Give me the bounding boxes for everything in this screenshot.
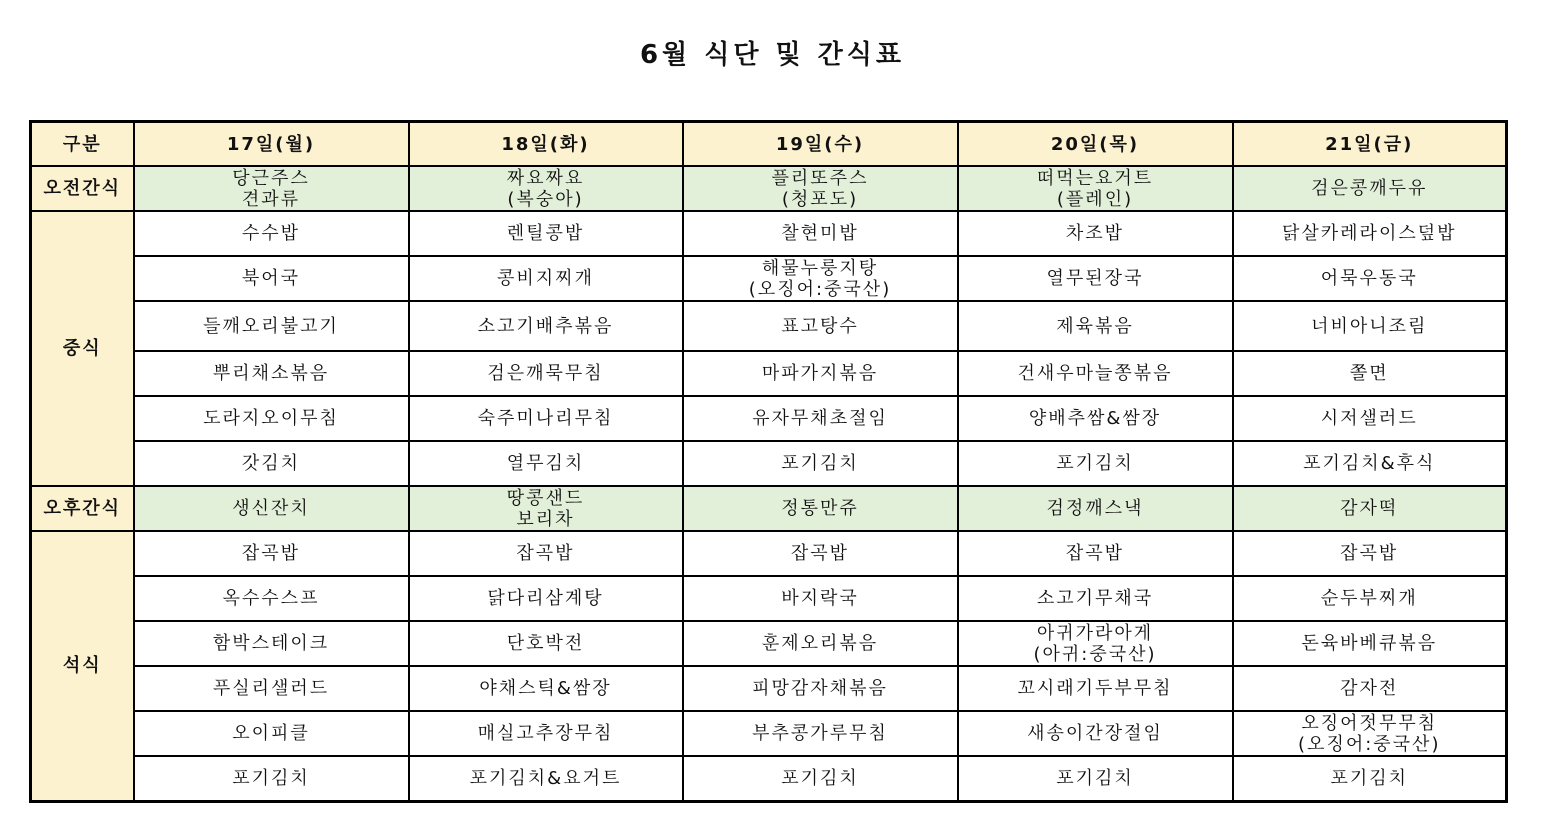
menu-item: 열무김치 bbox=[506, 453, 585, 474]
menu-cell bbox=[134, 531, 409, 576]
menu-cell bbox=[1233, 711, 1507, 756]
table-header bbox=[31, 122, 1507, 167]
menu-cell bbox=[1233, 166, 1507, 211]
menu-cell bbox=[409, 301, 683, 351]
menu-item: 갓김치 bbox=[241, 453, 301, 474]
menu-cell bbox=[409, 486, 683, 531]
table-row bbox=[31, 666, 1507, 711]
menu-item: 포기김치 bbox=[1056, 767, 1134, 789]
menu-item: 돈육바베큐볶음 bbox=[1301, 633, 1438, 654]
menu-item-note: (오징어:중국산) bbox=[748, 278, 892, 300]
menu-item: 피망감자채볶음 bbox=[752, 678, 888, 699]
table-row bbox=[31, 711, 1507, 756]
menu-item: 짜요짜요 bbox=[506, 167, 585, 189]
menu-cell bbox=[134, 576, 409, 621]
menu-cell bbox=[134, 756, 409, 801]
menu-cell bbox=[683, 621, 958, 666]
menu-cell bbox=[683, 531, 958, 576]
menu-item: 뿌리채소볶음 bbox=[212, 363, 330, 384]
menu-item-note: (아귀:중국산) bbox=[1033, 643, 1157, 665]
menu-cell bbox=[1233, 301, 1507, 351]
table-row bbox=[31, 351, 1507, 396]
menu-item: 야채스틱&쌈장 bbox=[479, 678, 612, 699]
menu-item: 플리또주스 bbox=[771, 167, 869, 189]
menu-item: 포기김치 bbox=[1330, 767, 1409, 789]
menu-item: 시저샐러드 bbox=[1320, 408, 1418, 429]
menu-item: 잡곡밥 bbox=[241, 543, 301, 564]
menu-cell bbox=[409, 351, 683, 396]
category-label: 오후간식 bbox=[31, 486, 134, 531]
menu-cell bbox=[409, 166, 683, 211]
menu-item: 감자전 bbox=[1340, 678, 1399, 699]
menu-item: 포기김치&후식 bbox=[1303, 453, 1436, 474]
menu-item: 들깨오리불고기 bbox=[203, 315, 339, 337]
menu-item: 제육볶음 bbox=[1056, 315, 1134, 337]
menu-cell bbox=[134, 256, 409, 301]
menu-cell bbox=[409, 256, 683, 301]
menu-cell bbox=[683, 256, 958, 301]
table-row bbox=[31, 441, 1507, 486]
menu-cell bbox=[1233, 756, 1507, 801]
menu-cell bbox=[409, 621, 683, 666]
menu-item: 아귀가라아게 bbox=[1036, 622, 1154, 644]
menu-cell bbox=[1233, 211, 1507, 256]
menu-cell bbox=[409, 576, 683, 621]
menu-item: 옥수수스프 bbox=[222, 588, 320, 609]
menu-item: 매실고추장무침 bbox=[477, 723, 614, 744]
menu-item: 콩비지찌개 bbox=[497, 268, 594, 289]
menu-cell bbox=[683, 441, 958, 486]
menu-item: 너비아니조림 bbox=[1311, 315, 1428, 337]
menu-item: 표고탕수 bbox=[781, 315, 859, 337]
menu-item-note: (청포도) bbox=[781, 188, 859, 210]
menu-item: 유자무채초절임 bbox=[752, 408, 888, 429]
menu-item: 오징어젓무무침 bbox=[1301, 712, 1438, 734]
header-day: 17일(월) bbox=[134, 122, 409, 167]
snack-row bbox=[31, 486, 1507, 531]
menu-item: 정통만쥬 bbox=[781, 498, 859, 519]
menu-cell bbox=[134, 666, 409, 711]
menu-item-note: (플레인) bbox=[1056, 188, 1134, 210]
menu-cell bbox=[958, 396, 1233, 441]
menu-cell bbox=[409, 666, 683, 711]
menu-cell bbox=[1233, 621, 1507, 666]
table-row bbox=[31, 396, 1507, 441]
menu-cell bbox=[683, 166, 958, 211]
menu-cell bbox=[1233, 666, 1507, 711]
menu-cell bbox=[134, 166, 409, 211]
table-row bbox=[31, 576, 1507, 621]
menu-cell bbox=[683, 666, 958, 711]
table-body bbox=[31, 166, 1507, 801]
menu-item: 열무된장국 bbox=[1046, 268, 1144, 289]
menu-item: 푸실리샐러드 bbox=[212, 678, 330, 699]
menu-item: 함박스테이크 bbox=[212, 633, 330, 654]
menu-cell bbox=[409, 711, 683, 756]
menu-cell bbox=[683, 711, 958, 756]
menu-cell bbox=[958, 666, 1233, 711]
menu-cell bbox=[134, 621, 409, 666]
menu-cell bbox=[134, 211, 409, 256]
menu-cell bbox=[958, 486, 1233, 531]
menu-cell bbox=[1233, 531, 1507, 576]
menu-cell bbox=[409, 211, 683, 256]
menu-item: 포기김치&요거트 bbox=[469, 767, 622, 789]
menu-item: 소고기배추볶음 bbox=[477, 315, 614, 337]
menu-item: 마파가지볶음 bbox=[761, 363, 879, 384]
menu-item: 수수밥 bbox=[241, 223, 301, 244]
header-row bbox=[31, 122, 1507, 167]
category-label: 중식 bbox=[31, 211, 134, 486]
menu-item: 포기김치 bbox=[232, 767, 310, 789]
menu-cell bbox=[683, 396, 958, 441]
menu-item: 당근주스 bbox=[232, 167, 310, 189]
menu-cell bbox=[1233, 256, 1507, 301]
menu-cell bbox=[683, 301, 958, 351]
table-row bbox=[31, 256, 1507, 301]
menu-item: 검은깨묵무침 bbox=[487, 363, 604, 384]
menu-cell bbox=[409, 756, 683, 801]
menu-cell bbox=[683, 351, 958, 396]
page-title: 6월 식단 및 간식표 bbox=[639, 40, 906, 70]
menu-item: 어묵우동국 bbox=[1320, 268, 1418, 289]
menu-cell bbox=[958, 441, 1233, 486]
menu-item: 부추콩가루무침 bbox=[752, 723, 888, 744]
menu-cell bbox=[134, 711, 409, 756]
menu-item: 닭살카레라이스덮밥 bbox=[1282, 223, 1457, 244]
menu-item-note: 보리차 bbox=[516, 508, 575, 530]
menu-table bbox=[29, 120, 1508, 803]
menu-cell bbox=[958, 301, 1233, 351]
menu-item: 잡곡밥 bbox=[1340, 543, 1399, 564]
menu-cell bbox=[1233, 396, 1507, 441]
table-row bbox=[31, 756, 1507, 801]
menu-item: 단호박전 bbox=[506, 633, 585, 654]
menu-item: 양배추쌈&쌈장 bbox=[1028, 408, 1162, 429]
header-day: 21일(금) bbox=[1233, 122, 1507, 167]
menu-cell bbox=[683, 211, 958, 256]
menu-cell bbox=[958, 531, 1233, 576]
table-row bbox=[31, 301, 1507, 351]
menu-cell bbox=[134, 351, 409, 396]
menu-cell bbox=[958, 711, 1233, 756]
menu-cell bbox=[958, 576, 1233, 621]
menu-item: 포기김치 bbox=[1056, 453, 1134, 474]
menu-item: 포기김치 bbox=[781, 453, 859, 474]
category-label: 오전간식 bbox=[31, 166, 134, 211]
menu-cell bbox=[958, 166, 1233, 211]
menu-item-note: 견과류 bbox=[241, 188, 301, 210]
menu-cell bbox=[134, 396, 409, 441]
menu-item: 해물누룽지탕 bbox=[761, 257, 879, 279]
menu-item: 새송이간장절임 bbox=[1027, 723, 1163, 744]
header-day: 20일(목) bbox=[958, 122, 1233, 167]
menu-cell bbox=[1233, 441, 1507, 486]
menu-item: 잡곡밥 bbox=[516, 543, 575, 564]
menu-cell bbox=[134, 441, 409, 486]
menu-item: 차조밥 bbox=[1065, 223, 1125, 244]
table-row bbox=[31, 531, 1507, 576]
header-day: 19일(수) bbox=[683, 122, 958, 167]
menu-cell bbox=[1233, 576, 1507, 621]
table-row bbox=[31, 211, 1507, 256]
menu-item: 잡곡밥 bbox=[790, 543, 850, 564]
menu-cell bbox=[958, 621, 1233, 666]
menu-item: 북어국 bbox=[241, 268, 301, 289]
menu-item: 소고기무채국 bbox=[1036, 588, 1154, 609]
header-day: 18일(화) bbox=[409, 122, 683, 167]
menu-item: 바지락국 bbox=[781, 588, 859, 609]
menu-item-note: (오징어:중국산) bbox=[1298, 733, 1441, 755]
menu-cell bbox=[1233, 486, 1507, 531]
menu-item: 검은콩깨두유 bbox=[1311, 178, 1428, 199]
menu-item: 생신잔치 bbox=[232, 498, 310, 519]
menu-item: 순두부찌개 bbox=[1320, 588, 1418, 609]
menu-cell bbox=[409, 531, 683, 576]
menu-item: 도라지오이무침 bbox=[203, 408, 339, 429]
menu-item: 건새우마늘쫑볶음 bbox=[1017, 363, 1173, 384]
menu-item: 떠먹는요거트 bbox=[1036, 167, 1154, 189]
menu-cell bbox=[958, 756, 1233, 801]
menu-cell bbox=[134, 486, 409, 531]
table-row bbox=[31, 621, 1507, 666]
menu-cell bbox=[134, 301, 409, 351]
menu-item: 닭다리삼계탕 bbox=[487, 588, 604, 609]
menu-item: 포기김치 bbox=[781, 767, 859, 789]
category-label: 석식 bbox=[31, 531, 134, 801]
menu-item: 감자떡 bbox=[1340, 498, 1399, 519]
menu-cell bbox=[683, 486, 958, 531]
menu-cell bbox=[409, 441, 683, 486]
menu-item: 렌틸콩밥 bbox=[506, 223, 585, 244]
menu-cell bbox=[958, 211, 1233, 256]
menu-cell bbox=[958, 256, 1233, 301]
menu-item: 숙주미나리무침 bbox=[477, 408, 614, 429]
menu-item: 쫄면 bbox=[1349, 363, 1389, 384]
menu-cell bbox=[409, 396, 683, 441]
menu-cell bbox=[1233, 351, 1507, 396]
menu-item: 오이피클 bbox=[232, 723, 310, 744]
menu-item: 훈제오리볶음 bbox=[761, 633, 879, 654]
menu-item-note: (복숭아) bbox=[507, 188, 584, 210]
menu-cell bbox=[958, 351, 1233, 396]
menu-item: 꼬시래기두부무침 bbox=[1017, 678, 1173, 699]
menu-item: 찰현미밥 bbox=[781, 223, 859, 244]
menu-item: 검정깨스낵 bbox=[1046, 498, 1144, 519]
menu-item: 땅콩샌드 bbox=[506, 487, 585, 509]
menu-cell bbox=[683, 576, 958, 621]
menu-item: 잡곡밥 bbox=[1065, 543, 1125, 564]
snack-row bbox=[31, 166, 1507, 211]
header-category: 구분 bbox=[31, 122, 134, 167]
menu-cell bbox=[683, 756, 958, 801]
